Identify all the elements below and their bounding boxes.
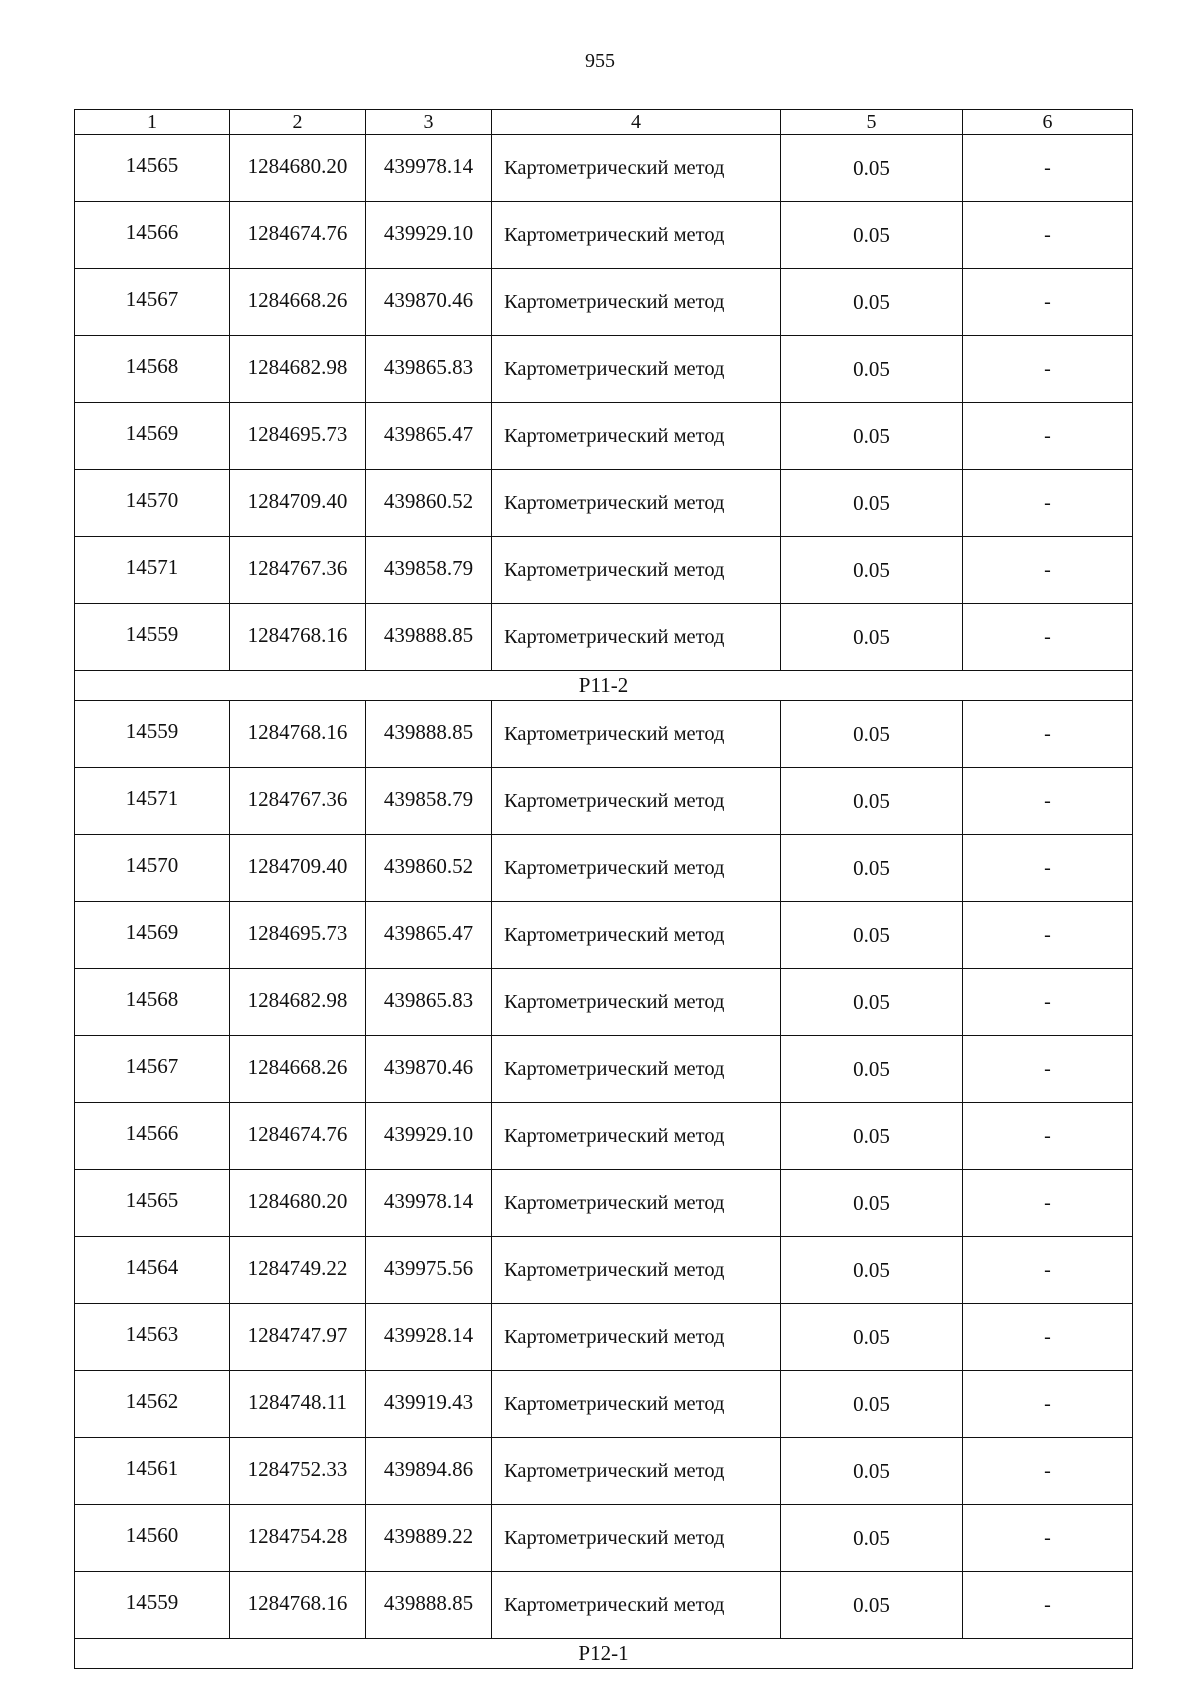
point-number-cell: 14559	[75, 701, 230, 768]
accuracy-cell: 0.05	[781, 135, 963, 202]
point-number-cell: 14561	[75, 1438, 230, 1505]
accuracy-cell: 0.05	[781, 768, 963, 835]
x-coordinate-cell: 1284767.36	[230, 768, 366, 835]
method-cell: Картометрический метод	[492, 1170, 781, 1237]
method-cell: Картометрический метод	[492, 768, 781, 835]
description-cell: -	[963, 202, 1133, 269]
description-cell: -	[963, 902, 1133, 969]
description-cell: -	[963, 969, 1133, 1036]
method-cell: Картометрический метод	[492, 1237, 781, 1304]
table-row	[75, 135, 1133, 202]
table-row	[75, 1237, 1133, 1304]
accuracy-cell: 0.05	[781, 1237, 963, 1304]
point-number-cell: 14571	[75, 537, 230, 604]
method-cell: Картометрический метод	[492, 1572, 781, 1639]
accuracy-cell: 0.05	[781, 1304, 963, 1371]
description-cell: -	[963, 403, 1133, 470]
accuracy-cell: 0.05	[781, 202, 963, 269]
method-cell: Картометрический метод	[492, 537, 781, 604]
point-number-cell: 14565	[75, 1170, 230, 1237]
accuracy-cell: 0.05	[781, 969, 963, 1036]
table-row	[75, 701, 1133, 768]
description-cell: -	[963, 336, 1133, 403]
x-coordinate-cell: 1284674.76	[230, 1103, 366, 1170]
description-cell: -	[963, 470, 1133, 537]
point-number-cell: 14559	[75, 1572, 230, 1639]
description-cell: -	[963, 1103, 1133, 1170]
table-row	[75, 202, 1133, 269]
table-row	[75, 336, 1133, 403]
x-coordinate-cell: 1284668.26	[230, 269, 366, 336]
method-cell: Картометрический метод	[492, 1371, 781, 1438]
description-cell: -	[963, 1438, 1133, 1505]
x-coordinate-cell: 1284682.98	[230, 336, 366, 403]
accuracy-cell: 0.05	[781, 470, 963, 537]
x-coordinate-cell: 1284709.40	[230, 470, 366, 537]
y-coordinate-cell: 439870.46	[366, 269, 492, 336]
accuracy-cell: 0.05	[781, 1036, 963, 1103]
y-coordinate-cell: 439870.46	[366, 1036, 492, 1103]
method-cell: Картометрический метод	[492, 336, 781, 403]
y-coordinate-cell: 439888.85	[366, 701, 492, 768]
x-coordinate-cell: 1284768.16	[230, 604, 366, 671]
column-header: 3	[366, 110, 492, 135]
y-coordinate-cell: 439894.86	[366, 1438, 492, 1505]
accuracy-cell: 0.05	[781, 1505, 963, 1572]
method-cell: Картометрический метод	[492, 701, 781, 768]
x-coordinate-cell: 1284682.98	[230, 969, 366, 1036]
point-number-cell: 14563	[75, 1304, 230, 1371]
y-coordinate-cell: 439860.52	[366, 470, 492, 537]
accuracy-cell: 0.05	[781, 902, 963, 969]
table-row	[75, 1572, 1133, 1639]
y-coordinate-cell: 439978.14	[366, 1170, 492, 1237]
accuracy-cell: 0.05	[781, 1371, 963, 1438]
y-coordinate-cell: 439978.14	[366, 135, 492, 202]
description-cell: -	[963, 1371, 1133, 1438]
method-cell: Картометрический метод	[492, 470, 781, 537]
x-coordinate-cell: 1284695.73	[230, 403, 366, 470]
method-cell: Картометрический метод	[492, 1036, 781, 1103]
description-cell: -	[963, 537, 1133, 604]
point-number-cell: 14565	[75, 135, 230, 202]
method-cell: Картометрический метод	[492, 604, 781, 671]
method-cell: Картометрический метод	[492, 202, 781, 269]
y-coordinate-cell: 439865.47	[366, 403, 492, 470]
table-row	[75, 604, 1133, 671]
x-coordinate-cell: 1284695.73	[230, 902, 366, 969]
description-cell: -	[963, 701, 1133, 768]
accuracy-cell: 0.05	[781, 1438, 963, 1505]
method-cell: Картометрический метод	[492, 135, 781, 202]
point-number-cell: 14570	[75, 835, 230, 902]
y-coordinate-cell: 439888.85	[366, 1572, 492, 1639]
section-heading-row	[75, 1639, 1133, 1669]
table-row	[75, 969, 1133, 1036]
point-number-cell: 14568	[75, 336, 230, 403]
accuracy-cell: 0.05	[781, 835, 963, 902]
description-cell: -	[963, 604, 1133, 671]
method-cell: Картометрический метод	[492, 1304, 781, 1371]
table-row	[75, 269, 1133, 336]
column-header: 6	[963, 110, 1133, 135]
section-heading: Р11-2	[75, 671, 1133, 701]
x-coordinate-cell: 1284680.20	[230, 1170, 366, 1237]
table-row	[75, 403, 1133, 470]
y-coordinate-cell: 439929.10	[366, 1103, 492, 1170]
y-coordinate-cell: 439865.47	[366, 902, 492, 969]
description-cell: -	[963, 768, 1133, 835]
table-row	[75, 1170, 1133, 1237]
description-cell: -	[963, 1036, 1133, 1103]
x-coordinate-cell: 1284768.16	[230, 1572, 366, 1639]
point-number-cell: 14560	[75, 1505, 230, 1572]
description-cell: -	[963, 835, 1133, 902]
point-number-cell: 14564	[75, 1237, 230, 1304]
accuracy-cell: 0.05	[781, 604, 963, 671]
x-coordinate-cell: 1284768.16	[230, 701, 366, 768]
description-cell: -	[963, 135, 1133, 202]
accuracy-cell: 0.05	[781, 403, 963, 470]
point-number-cell: 14569	[75, 902, 230, 969]
method-cell: Картометрический метод	[492, 902, 781, 969]
table-row	[75, 835, 1133, 902]
accuracy-cell: 0.05	[781, 336, 963, 403]
table-body	[75, 110, 1133, 1669]
point-number-cell: 14570	[75, 470, 230, 537]
description-cell: -	[963, 1237, 1133, 1304]
page-number: 955	[585, 50, 615, 72]
point-number-cell: 14568	[75, 969, 230, 1036]
method-cell: Картометрический метод	[492, 835, 781, 902]
x-coordinate-cell: 1284674.76	[230, 202, 366, 269]
accuracy-cell: 0.05	[781, 1103, 963, 1170]
point-number-cell: 14571	[75, 768, 230, 835]
method-cell: Картометрический метод	[492, 1505, 781, 1572]
y-coordinate-cell: 439975.56	[366, 1237, 492, 1304]
header-row	[75, 110, 1133, 135]
table-row	[75, 768, 1133, 835]
accuracy-cell: 0.05	[781, 537, 963, 604]
x-coordinate-cell: 1284749.22	[230, 1237, 366, 1304]
description-cell: -	[963, 1505, 1133, 1572]
description-cell: -	[963, 1170, 1133, 1237]
table-row	[75, 1505, 1133, 1572]
y-coordinate-cell: 439858.79	[366, 537, 492, 604]
y-coordinate-cell: 439888.85	[366, 604, 492, 671]
y-coordinate-cell: 439865.83	[366, 969, 492, 1036]
point-number-cell: 14567	[75, 1036, 230, 1103]
method-cell: Картометрический метод	[492, 1103, 781, 1170]
table-row	[75, 537, 1133, 604]
table-row	[75, 1304, 1133, 1371]
column-header: 2	[230, 110, 366, 135]
x-coordinate-cell: 1284680.20	[230, 135, 366, 202]
y-coordinate-cell: 439858.79	[366, 768, 492, 835]
x-coordinate-cell: 1284752.33	[230, 1438, 366, 1505]
column-header: 4	[492, 110, 781, 135]
method-cell: Картометрический метод	[492, 969, 781, 1036]
column-header: 1	[75, 110, 230, 135]
table-row	[75, 1371, 1133, 1438]
accuracy-cell: 0.05	[781, 269, 963, 336]
point-number-cell: 14566	[75, 202, 230, 269]
accuracy-cell: 0.05	[781, 1170, 963, 1237]
x-coordinate-cell: 1284748.11	[230, 1371, 366, 1438]
section-heading: Р12-1	[75, 1639, 1133, 1669]
point-number-cell: 14567	[75, 269, 230, 336]
table-row	[75, 902, 1133, 969]
x-coordinate-cell: 1284668.26	[230, 1036, 366, 1103]
section-heading-row	[75, 671, 1133, 701]
method-cell: Картометрический метод	[492, 403, 781, 470]
table-row	[75, 1438, 1133, 1505]
point-number-cell: 14559	[75, 604, 230, 671]
column-header: 5	[781, 110, 963, 135]
method-cell: Картометрический метод	[492, 1438, 781, 1505]
accuracy-cell: 0.05	[781, 701, 963, 768]
coordinates-table	[74, 109, 1133, 1669]
x-coordinate-cell: 1284709.40	[230, 835, 366, 902]
description-cell: -	[963, 269, 1133, 336]
y-coordinate-cell: 439860.52	[366, 835, 492, 902]
y-coordinate-cell: 439865.83	[366, 336, 492, 403]
x-coordinate-cell: 1284747.97	[230, 1304, 366, 1371]
y-coordinate-cell: 439928.14	[366, 1304, 492, 1371]
table-row	[75, 1036, 1133, 1103]
y-coordinate-cell: 439889.22	[366, 1505, 492, 1572]
description-cell: -	[963, 1304, 1133, 1371]
accuracy-cell: 0.05	[781, 1572, 963, 1639]
point-number-cell: 14566	[75, 1103, 230, 1170]
description-cell: -	[963, 1572, 1133, 1639]
y-coordinate-cell: 439919.43	[366, 1371, 492, 1438]
x-coordinate-cell: 1284767.36	[230, 537, 366, 604]
table-row	[75, 1103, 1133, 1170]
table-row	[75, 470, 1133, 537]
method-cell: Картометрический метод	[492, 269, 781, 336]
point-number-cell: 14562	[75, 1371, 230, 1438]
point-number-cell: 14569	[75, 403, 230, 470]
x-coordinate-cell: 1284754.28	[230, 1505, 366, 1572]
y-coordinate-cell: 439929.10	[366, 202, 492, 269]
